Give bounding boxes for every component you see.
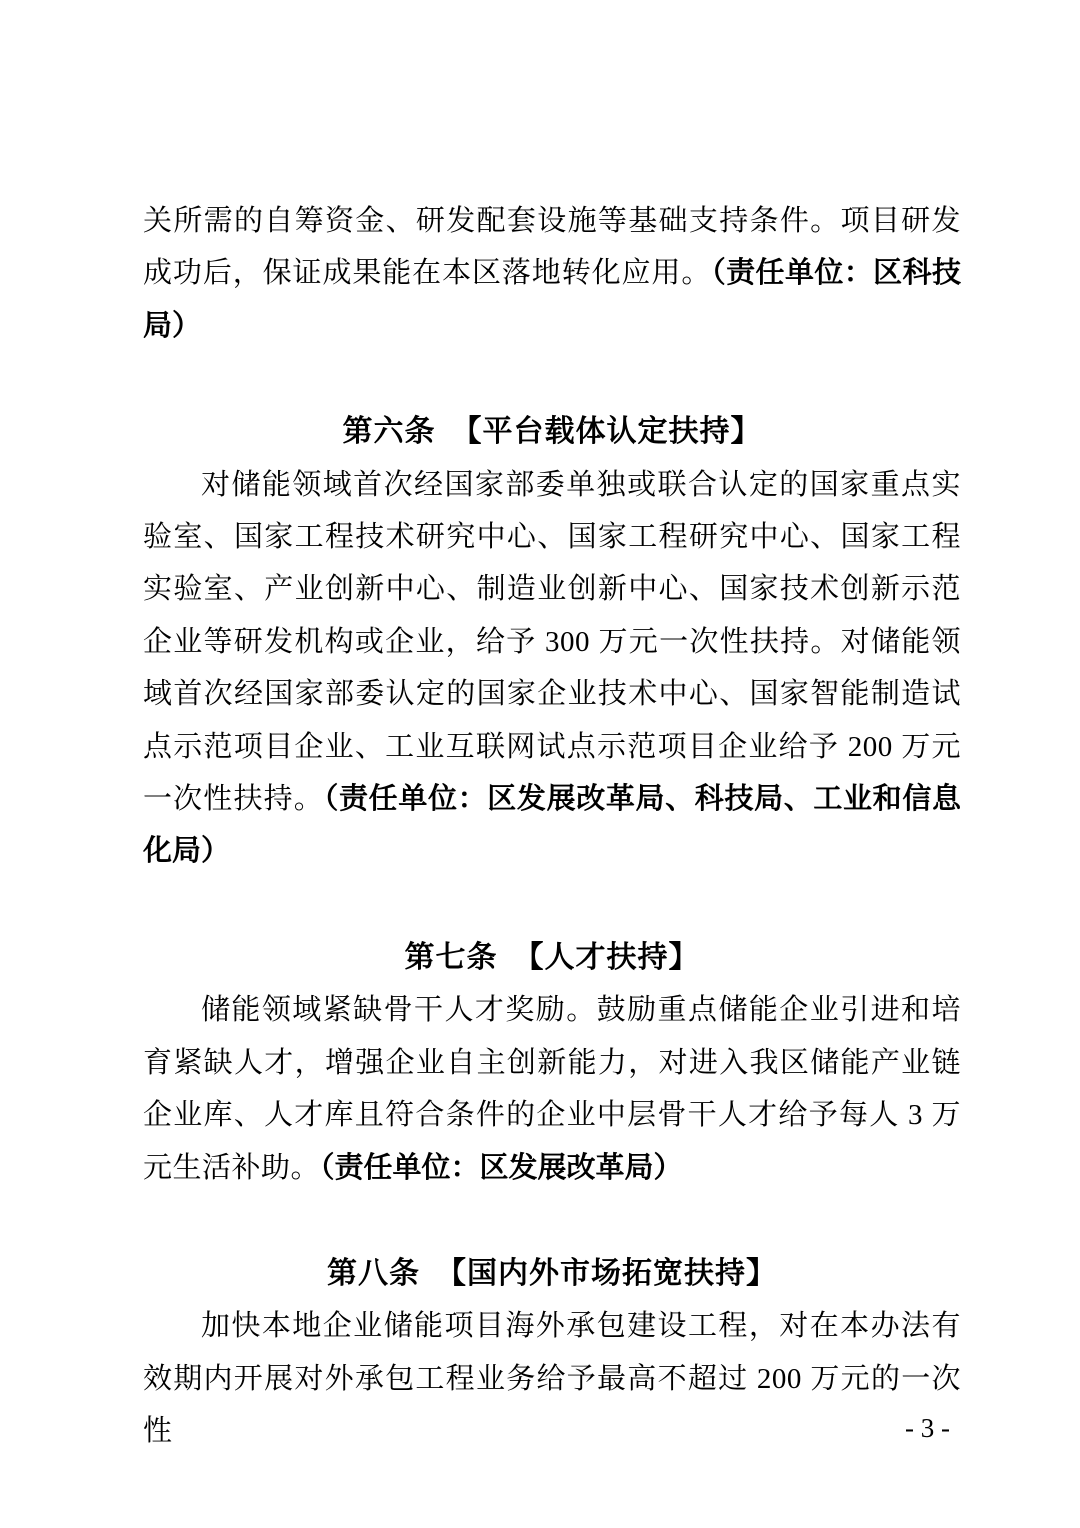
- article-body-text: 加快本地企业储能项目海外承包建设工程，对在本办法有效期内开展对外承包工程业务给予最高不超过 200 万元的一次性: [143, 1310, 961, 1448]
- document-content: [143, 195, 961, 1458]
- continued-paragraph: [143, 195, 961, 352]
- article-body: [143, 984, 961, 1194]
- article-section-8: [143, 1248, 961, 1458]
- responsible-unit: （责任单位：区发展改革局）: [320, 1151, 683, 1184]
- article-section-7: [143, 932, 961, 1194]
- continued-paragraph-text: 关所需的自筹资金、研发配套设施等基础支持条件。项目研发成功后，保证成果能在本区落地转化应用。: [143, 205, 961, 290]
- article-heading: 第七条 【人才扶持】: [404, 940, 700, 974]
- page-number: - 3 -: [905, 1413, 950, 1443]
- article-body-text: 储能领域紧缺骨干人才奖励。鼓励重点储能企业引进和培育紧缺人才，增强企业自主创新能力，对进入我区储能产业链企业库、人才库且符合条件的企业中层骨干人才给予每人 3 万元生活补助。: [143, 994, 961, 1184]
- article-body-text: 对储能领域首次经国家部委单独或联合认定的国家重点实验室、国家工程技术研究中心、国家工程研究中心、国家工程实验室、产业创新中心、制造业创新中心、国家技术创新示范企业等研发机构或企业，给予 300 万元一次性扶持。对储能领域首次经国家部委认定的国家企业技术中心、国家智能制造试点示范项目企业、工业互联网试点示范项目企业给予 200 万元一次性扶持。: [143, 468, 961, 816]
- article-body: [143, 459, 961, 878]
- responsible-unit: （责任单位：区发展改革局、科技局、工业和信息化局）: [143, 783, 961, 868]
- article-section-6: [143, 406, 961, 878]
- responsible-unit: （责任单位：区科技局）: [143, 257, 961, 342]
- article-heading: 第八条 【国内外市场拓宽扶持】: [327, 1256, 777, 1290]
- article-heading: 第六条 【平台载体认定扶持】: [342, 415, 762, 449]
- article-body: [143, 1300, 961, 1457]
